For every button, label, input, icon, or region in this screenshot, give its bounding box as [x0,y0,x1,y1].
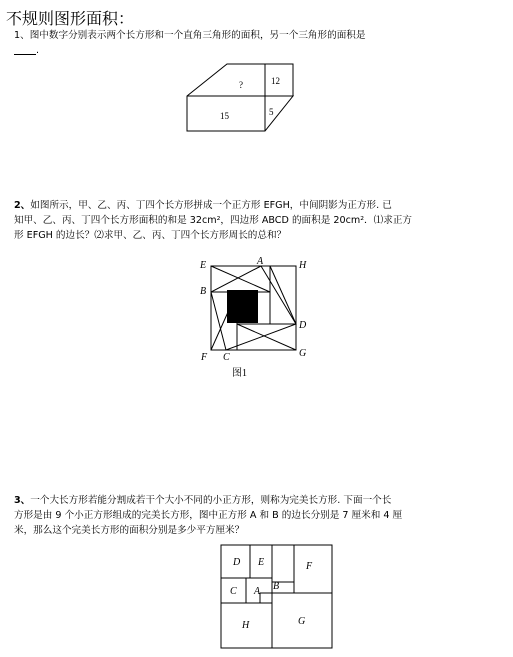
question-1 [14,28,494,58]
question-2-number: 2、 [14,200,31,211]
question-1-text: 图中数字分别表示两个长方形和一个直角三角形的面积，另一个三角形的面积是 [29,30,366,41]
question-2-line2: 知甲、乙、丙、丁四个长方形面积的和是 32cm²，四边形 ABCD 的面积是 20cm²．⑴求正方 [14,215,413,226]
fig2-label-b: B [200,286,207,297]
question-1-number: 1、 [14,30,30,41]
fig2-label-a: A [257,256,264,267]
fig3-label-d: D [233,557,241,568]
answer-blank [14,45,36,55]
page-title: 不规则图形面积： [6,9,135,28]
question-3-number: 3、 [14,495,31,506]
fig1-label-question: ? [239,80,243,90]
fig1-label-5: 5 [269,107,274,117]
figure-3 [220,544,334,650]
fig3-label-e: E [258,557,265,568]
fig3-label-b: B [273,581,280,592]
question-3-line2: 方形是由 9 个小正方形组成的完美长方形，图中正方形 A 和 B 的边长分别是 7 厘米和 4 厘 [14,510,403,521]
question-1-tail: . [36,45,40,56]
fig2-label-h: H [299,260,307,271]
figure-1 [170,58,310,138]
question-3 [14,493,500,538]
fig2-label-g: G [299,348,307,359]
fig2-label-e: E [200,260,207,271]
fig1-label-12: 12 [271,76,280,86]
fig2-shaded-square [227,290,258,323]
fig3-label-a: A [254,586,261,597]
fig1-label-15: 15 [220,111,229,121]
question-2-line3: 形 EFGH 的边长？⑵求甲、乙、丙、丁四个长方形周长的总和？ [14,230,287,241]
fig3-label-f: F [306,561,313,572]
fig2-label-f: F [201,352,208,363]
fig3-label-g: G [298,616,306,627]
question-2-line1: 如图所示，甲、乙、丙、丁四个长方形拼成一个正方形 EFGH，中间阴影为正方形. 已 [30,200,392,211]
figure-2 [196,256,316,380]
fig3-label-h: H [242,620,250,631]
question-2 [14,198,502,243]
question-3-line3: 米，那么这个完美长方形的面积分别是多少平方厘米？ [14,525,245,536]
fig3-label-c: C [230,586,237,597]
fig2-caption: 图1 [232,368,247,379]
fig2-label-d: D [299,320,307,331]
fig1-outline [187,64,293,131]
fig2-label-c: C [223,352,230,363]
question-3-line1: 一个大长方形若能分割成若干个大小不同的小正方形，则称为完美长方形. 下面一个长 [30,495,392,506]
